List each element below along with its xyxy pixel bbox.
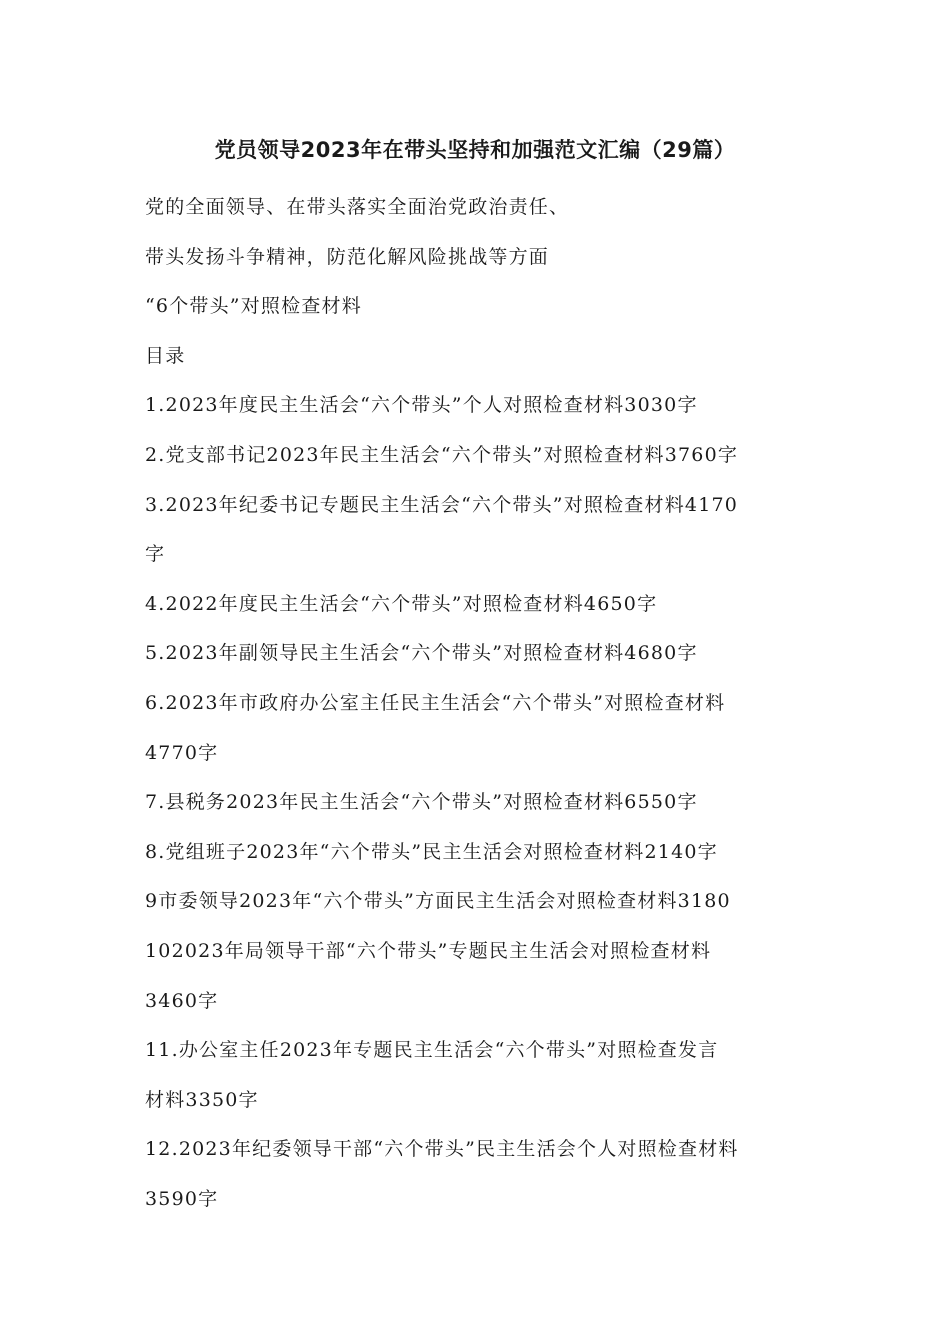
toc-line: 8.党组班子2023年“六个带头”民主生活会对照检查材料2140字 <box>145 840 718 863</box>
toc-line: 3.2023年纪委书记专题民主生活会“六个带头”对照检查材料4170 <box>145 493 739 516</box>
toc-line: 材料3350字 <box>145 1088 259 1111</box>
toc-line: 3460字 <box>145 989 219 1012</box>
toc-line: 4770字 <box>145 741 219 764</box>
toc-heading: 目录 <box>145 344 186 367</box>
toc-line: 1.2023年度民主生活会“六个带头”个人对照检查材料3030字 <box>145 394 698 417</box>
toc-line: 7.县税务2023年民主生活会“六个带头”对照检查材料6550字 <box>145 791 698 814</box>
toc-line: 字 <box>145 543 166 566</box>
subtitle-line: 带头发扬斗争精神，防范化解风险挑战等方面 <box>145 245 550 268</box>
subtitle-line: 党的全面领导、在带头落实全面治党政治责任、 <box>145 196 570 218</box>
toc-line: 9市委领导2023年“六个带头”方面民主生活会对照检查材料3180 <box>145 890 731 913</box>
subtitle-line: “6个带头”对照检查材料 <box>145 295 362 318</box>
toc-line: 5.2023年副领导民主生活会“六个带头”对照检查材料4680字 <box>145 642 698 665</box>
toc-line: 3590字 <box>145 1187 219 1210</box>
toc-line: 4.2022年度民主生活会“六个带头”对照检查材料4650字 <box>145 592 658 615</box>
toc-line: 102023年局领导干部“六个带头”专题民主生活会对照检查材料 <box>145 939 712 962</box>
toc-line: 11.办公室主任2023年专题民主生活会“六个带头”对照检查发言 <box>145 1039 719 1062</box>
document-body <box>145 183 810 1224</box>
toc-line: 12.2023年纪委领导干部“六个带头”民主生活会个人对照检查材料 <box>145 1138 739 1161</box>
document-title: 党员领导2023年在带头坚持和加强范文汇编（29篇） <box>214 138 736 162</box>
toc-line: 6.2023年市政府办公室主任民主生活会“六个带头”对照检查材料 <box>145 691 726 714</box>
toc-line: 2.党支部书记2023年民主生活会“六个带头”对照检查材料3760字 <box>145 443 739 466</box>
